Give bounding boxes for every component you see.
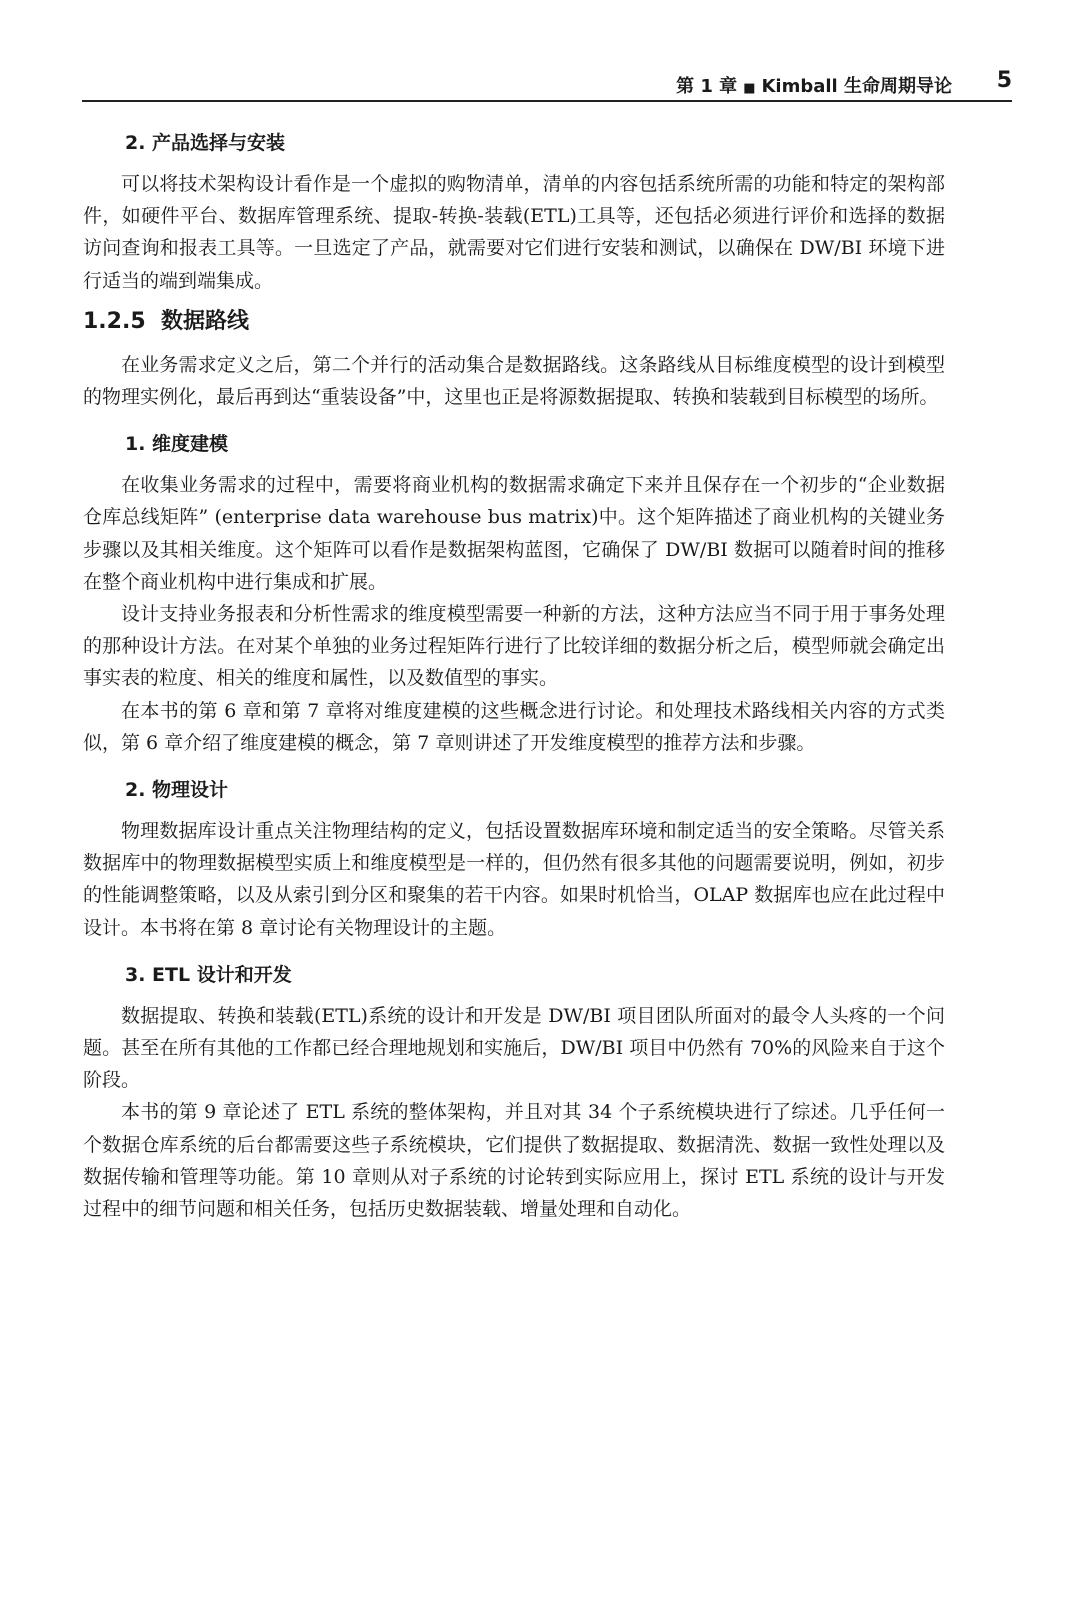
paragraph-product-selection: 可以将技术架构设计看作是一个虚拟的购物清单，清单的内容包括系统所需的功能和特定的架构部件，如硬件平台、数据库管理系统、提取-转换-装载(ETL)工具等，还包括必须进行评价和选择的数据访问查询和报表工具等。一旦选定了产品，就需要对它们进行安装和测试，以确保在 DW/BI 环境下进行适当的端到端集成。 (83, 173, 945, 292)
subheading-product-selection: 2. 产品选择与安装 (125, 132, 286, 154)
chapter-title: Kimball 生命周期导论 (761, 76, 952, 97)
paragraph-etl-2: 本书的第 9 章论述了 ETL 系统的整体架构，并且对其 34 个子系统模块进行了综述。几乎任何一个数据仓库系统的后台都需要这些子系统模块，它们提供了数据提取、数据清洗、数据一致性处理以及数据传输和管理等功能。第 10 章则从对子系统的讨论转到实际应用上，探讨 ETL 系统的设计与开发过程中的细节问题和相关任务，包括历史数据装载、增量处理和自动化。 (83, 1101, 945, 1221)
running-head (82, 68, 1012, 98)
chapter-reference (676, 72, 952, 98)
subheading-physical-design: 2. 物理设计 (125, 779, 229, 802)
paragraph-physical-design: 物理数据库设计重点关注物理结构的定义，包括设置数据库环境和制定适当的安全策略。尽管关系数据库中的物理数据模型实质上和维度模型是一样的，但仍然有很多其他的问题需要说明，例如，初步的性能调整策略，以及从索引到分区和聚集的若干内容。如果时机恰当，OLAP 数据库也应在此过程中设计。本书将在第 8 章讨论有关物理设计的主题。 (83, 820, 945, 939)
paragraph-etl-1: 数据提取、转换和装载(ETL)系统的设计和开发是 DW/BI 项目团队所面对的最令人头疼的一个问题。甚至在所有其他的工作都已经合理地规划和实施后，DW/BI 项目中仍然有 70%的风险来自于这个阶段。 (83, 1004, 945, 1092)
separator-icon: ■ (743, 81, 756, 96)
subheading-dimensional-modeling: 1. 维度建模 (125, 433, 229, 456)
page-number: 5 (996, 68, 1012, 93)
section-heading (83, 305, 945, 339)
paragraph-dimensional-3: 在本书的第 6 章和第 7 章将对维度建模的这些概念进行讨论。和处理技术路线相关内容的方式类似，第 6 章介绍了维度建模的概念，第 7 章则讲述了开发维度模型的推荐方法和步骤。 (83, 699, 945, 754)
chapter-label: 第 1 章 (676, 76, 738, 97)
section-title: 数据路线 (161, 308, 250, 334)
subheading-etl-design: 3. ETL 设计和开发 (125, 963, 292, 986)
paragraph-dimensional-2: 设计支持业务报表和分析性需求的维度模型需要一种新的方法，这种方法应当不同于用于事务处理的那种设计方法。在对某个单独的业务过程矩阵行进行了比较详细的数据分析之后，模型师就会确定出事实表的粒度、相关的维度和属性，以及数值型的事实。 (83, 603, 945, 690)
header-divider (82, 100, 1012, 102)
section-number: 1.2.5 (83, 308, 146, 334)
paragraph-dimensional-1: 在收集业务需求的过程中，需要将商业机构的数据需求确定下来并且保存在一个初步的“企业数据仓库总线矩阵” (enterprise data warehouse bus matrix)中。这个矩阵描述了商业机构的关键业务步骤以及其相关维度。这个矩阵可以看作是数据架构蓝图，它确保了 DW/BI 数据可以随着时间的推移在整个商业机构中进行集成和扩展。 (83, 474, 945, 593)
paragraph-data-track: 在业务需求定义之后，第二个并行的活动集合是数据路线。这条路线从目标维度模型的设计到模型的物理实例化，最后再到达“重装设备”中，这里也正是将源数据提取、转换和装载到目标模型的场所。 (83, 353, 945, 409)
page-body (83, 128, 945, 1225)
